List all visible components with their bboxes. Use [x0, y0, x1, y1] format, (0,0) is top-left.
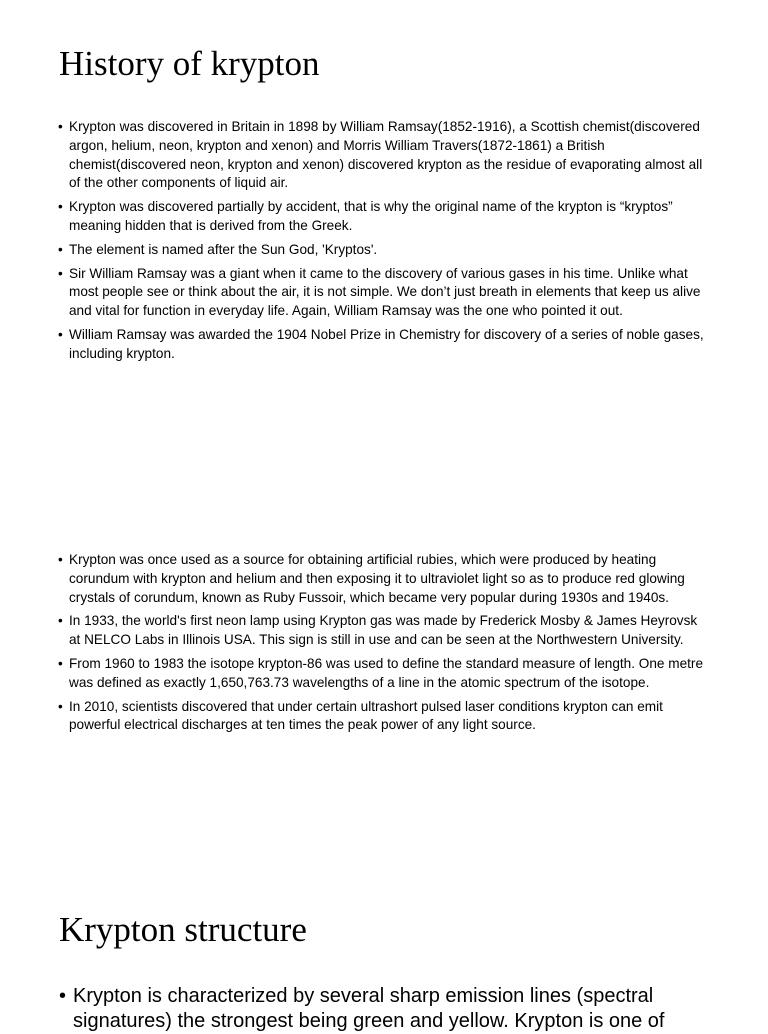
bullet-text: Sir William Ramsay was a giant when it came to the discovery of various gases in his time. Unlike what most people see or think about the air, it is not simple. We don’t just breath in elements that keep us alive and vital for function in everyday life. Again, William Ramsay was the one who pointed it out. [69, 265, 701, 319]
slide-title-history: History of krypton [59, 44, 320, 83]
bullet-icon: • [58, 265, 63, 281]
list-item [58, 326, 710, 364]
bullet-text: Krypton was discovered partially by accident, that is why the original name of the krypton is “kryptos” meaning hidden that is derived from the Greek. [69, 199, 673, 233]
bullet-text: In 2010, scientists discovered that under certain ultrashort pulsed laser conditions krypton can emit powerful electrical discharges at ten times the peak power of any light source. [69, 698, 663, 733]
bullet-text: Krypton was discovered in Britain in 1898 by William Ramsay(1852-1916), a Scottish chemist(discovered argon, helium, neon, krypton and xenon) and Morris William Travers(1872-1861) a British chemist(discovered neon, krypton and xenon) discovered krypton as the residue of evaporating almost all of the other components of liquid air. [69, 119, 703, 191]
list-item [58, 241, 710, 260]
history-bullet-list [58, 118, 710, 369]
bullet-icon: • [58, 326, 63, 342]
bullet-icon: • [58, 199, 63, 215]
list-item [58, 698, 710, 736]
bullet-text: Krypton is characterized by several sharp emission lines (spectral signatures) the strongest being green and yellow. Krypton is one of [73, 985, 665, 1032]
bullet-text: Krypton was once used as a source for obtaining artificial rubies, which were produced by heating corundum with krypton and helium and then exposing it to ultraviolet light so as to produce red glowing crystals of corundum, known as Ruby Fussoir, which became very popular during 1930s and 1940s. [69, 552, 685, 605]
bullet-icon: • [58, 241, 63, 257]
list-item [58, 265, 710, 321]
bullet-text: In 1933, the world's first neon lamp using Krypton gas was made by Frederick Mosby & James Heyrovsk at NELCO Labs in Illinois USA. This sign is still in use and can be seen at the Northwestern University. [69, 613, 698, 648]
bullet-text: From 1960 to 1983 the isotope krypton-86 was used to define the standard measure of length. One metre was defined as exactly 1,650,763.73 wavelengths of a line in the atomic spectrum of the isotope. [69, 655, 704, 690]
bullet-icon: • [58, 655, 63, 671]
bullet-icon: • [58, 698, 63, 714]
facts-bullet-list [58, 551, 710, 740]
bullet-icon: • [58, 613, 63, 629]
list-item [58, 612, 710, 650]
list-item [58, 655, 710, 693]
bullet-icon: • [58, 552, 63, 567]
list-item [59, 984, 719, 1034]
bullet-icon: • [58, 119, 63, 134]
structure-bullet-list [59, 984, 719, 1034]
list-item [58, 198, 710, 236]
list-item [58, 551, 710, 607]
bullet-icon: • [59, 985, 67, 1007]
bullet-text: William Ramsay was awarded the 1904 Nobel Prize in Chemistry for discovery of a series of noble gases, including krypton. [69, 326, 704, 361]
bullet-text: The element is named after the Sun God, 'Kryptos'. [69, 241, 378, 257]
slide-title-structure: Krypton structure [59, 910, 307, 949]
list-item [58, 118, 710, 193]
